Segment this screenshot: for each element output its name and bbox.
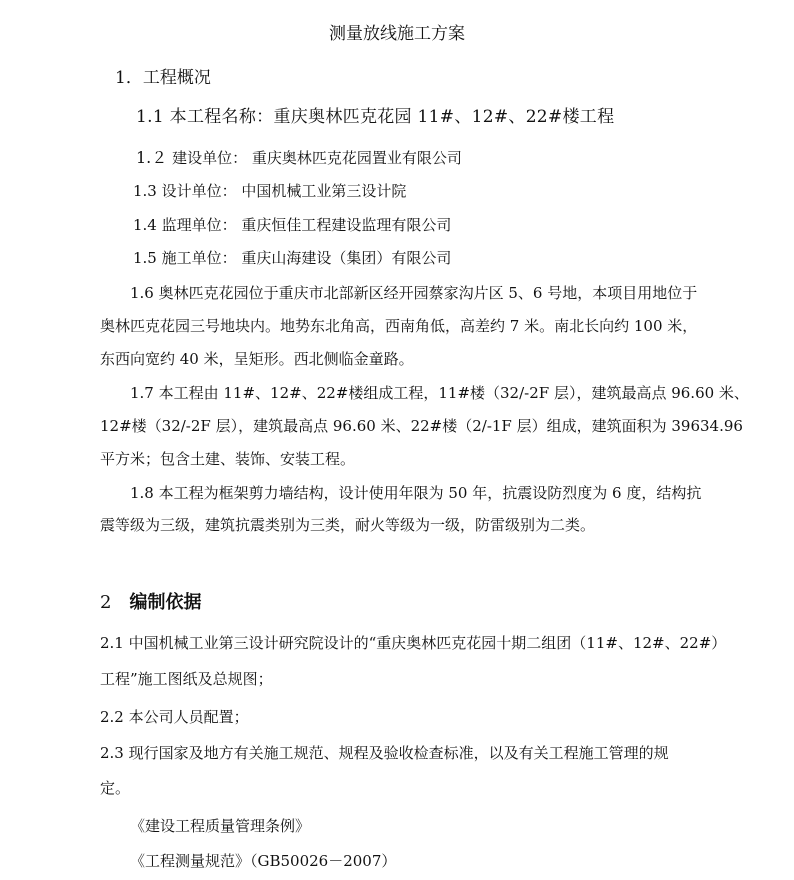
section-1-heading: 1．工程概况 bbox=[115, 68, 211, 88]
item-1-7-line: 12#楼（32/-2F 层），建筑最高点 96.60 米、22#楼（2/-1F 层）组成，建筑面积为 39634.96 bbox=[100, 417, 743, 435]
item-1-7-line: 1.7 本工程由 11#、12#、22#楼组成工程，11#楼（32/-2F 层），建筑最高点 96.60 米、 bbox=[130, 384, 749, 402]
item-2-3-line: 2.3 现行国家及地方有关施工规范、规程及验收检查标准，以及有关工程施工管理的规 bbox=[100, 744, 669, 762]
item-1-7-line: 平方米；包含土建、装饰、安装工程。 bbox=[100, 450, 356, 468]
document-title: 测量放线施工方案 bbox=[329, 24, 465, 44]
item-1-8-line: 震等级为三级，建筑抗震类别为三类，耐火等级为一级，防雷级别为二类。 bbox=[100, 516, 596, 534]
item-1-3-designer: 1.3 设计单位： 中国机械工业第三设计院 bbox=[133, 182, 407, 200]
item-1-4-supervisor: 1.4 监理单位： 重庆恒佳工程建设监理有限公司 bbox=[133, 216, 452, 234]
item-2-2: 2.2 本公司人员配置； bbox=[100, 708, 249, 726]
item-1-6-line: 东西向宽约 40 米，呈矩形。西北侧临金童路。 bbox=[100, 350, 414, 368]
section-2-title: 编制依据 bbox=[129, 592, 202, 613]
standard-reference: 《建设工程质量管理条例》 bbox=[130, 817, 311, 835]
item-2-1-line: 工程”施工图纸及总规图； bbox=[100, 670, 273, 688]
item-2-1-line: 2.1 中国机械工业第三设计研究院设计的“重庆奥林匹克花园十期二组团（11#、12#、22#） bbox=[100, 634, 727, 652]
item-1-8-line: 1.8 本工程为框架剪力墙结构，设计使用年限为 50 年，抗震设防烈度为 6 度，结构抗 bbox=[130, 484, 702, 502]
item-1-6-line: 奥林匹克花园三号地块内。地势东北角高，西南角低，高差约 7 米。南北长向约 100 米， bbox=[100, 317, 698, 335]
standard-reference: 《工程测量规范》（GB50026－2007） bbox=[130, 852, 397, 870]
item-1-2-builder bbox=[136, 145, 462, 168]
item-1-2-number: 1.２ bbox=[136, 148, 168, 167]
item-1-5-contractor: 1.5 施工单位： 重庆山海建设（集团）有限公司 bbox=[133, 249, 452, 267]
item-1-1-project-name: 1.1 本工程名称：重庆奥林匹克花园 11#、12#、22#楼工程 bbox=[136, 107, 615, 127]
item-2-3-line: 定。 bbox=[100, 779, 131, 797]
item-1-6-line: 1.6 奥林匹克花园位于重庆市北部新区经开园蔡家沟片区 5、6 号地，本项目用地位于 bbox=[130, 284, 698, 302]
section-2-heading bbox=[100, 588, 201, 614]
item-1-2-text: 建设单位： 重庆奥林匹克花园置业有限公司 bbox=[172, 149, 462, 167]
section-2-number: 2 bbox=[100, 592, 112, 613]
